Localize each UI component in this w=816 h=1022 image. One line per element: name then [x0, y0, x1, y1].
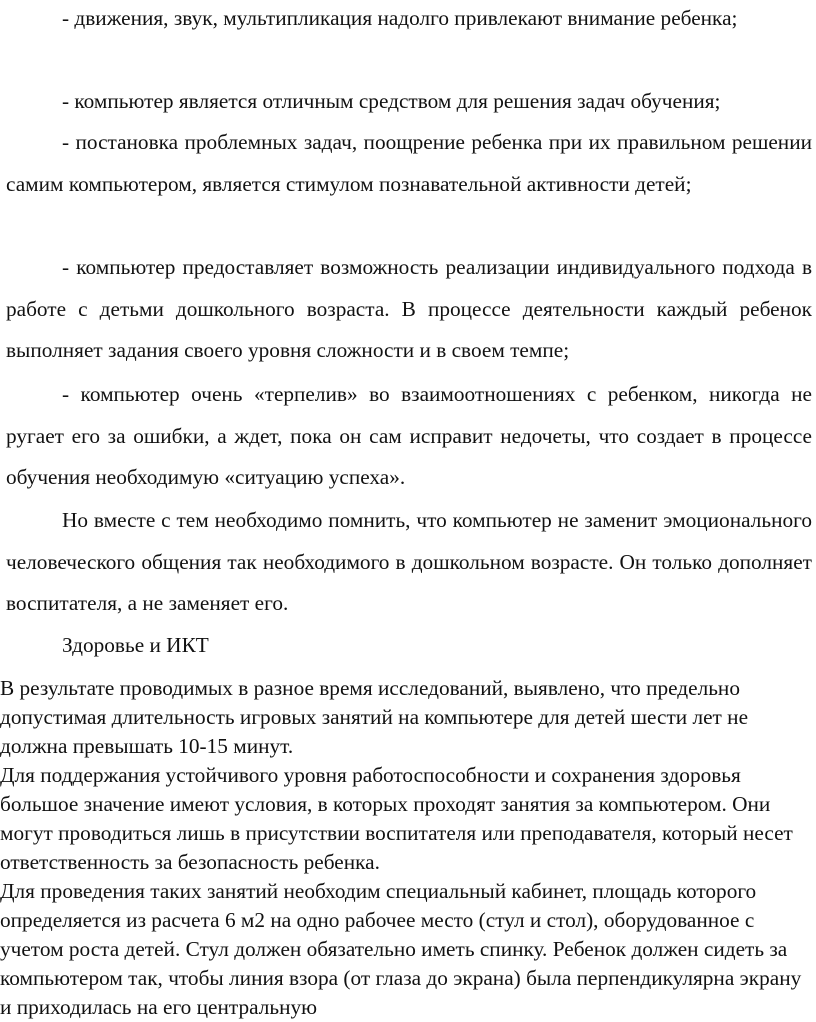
paragraph-2: - компьютер является отличным средством для решения задач обучения; [62, 89, 721, 113]
section-heading: Здоровье и ИКТ [62, 633, 209, 657]
paragraph-3: - постановка проблемных задач, поощрение ребенка при их правильном решении самим компьютером, является стимулом познавательной активности детей; [6, 130, 812, 196]
paragraph-5: - компьютер очень «терпелив» во взаимоотношениях с ребенком, никогда не ругает его за ошибки, а ждет, пока он сам исправит недочеты, что создает в процессе обучения необходимую «ситуацию успеха». [6, 382, 812, 489]
body-paragraph-1: В результате проводимых в разное время исследований, выявлено, что предельно допустимая длительность игровых занятий на компьютере для детей шести лет не должна превышать 10-15 минут. [0, 676, 749, 758]
section-body [0, 674, 816, 1022]
body-paragraph-3: Для проведения таких занятий необходим специальный кабинет, площадь которого определяется из расчета 6 м2 на одно рабочее место (стул и стол), оборудованное с учетом роста детей. Стул должен обязательно иметь спинку. Ребенок должен сидеть за компьютером так, чтобы линия взора (от глаза до экрана) была перпендикулярна экрану и приходилась на его центральную [0, 879, 802, 1019]
paragraph-1: - движения, звук, мультипликация надолго привлекают внимание ребенка; [62, 6, 738, 30]
body-paragraph-2: Для поддержания устойчивого уровня работоспособности и сохранения здоровья большое значение имеют условия, в которых проходят занятия за компьютером. Они могут проводиться лишь в присутствии воспитателя или преподавателя, который несет ответственность за безопасность ребенка. [0, 763, 793, 874]
paragraph-6: Но вместе с тем необходимо помнить, что компьютер не заменит эмоционального человеческого общения так необходимого в дошкольном возрасте. Он только дополняет воспитателя, а не заменяет его. [6, 508, 812, 615]
paragraph-4: - компьютер предоставляет возможность реализации индивидуального подхода в работе с детьми дошкольного возраста. В процессе деятельности каждый ребенок выполняет задания своего уровня сложности и в своем темпе; [6, 255, 812, 362]
